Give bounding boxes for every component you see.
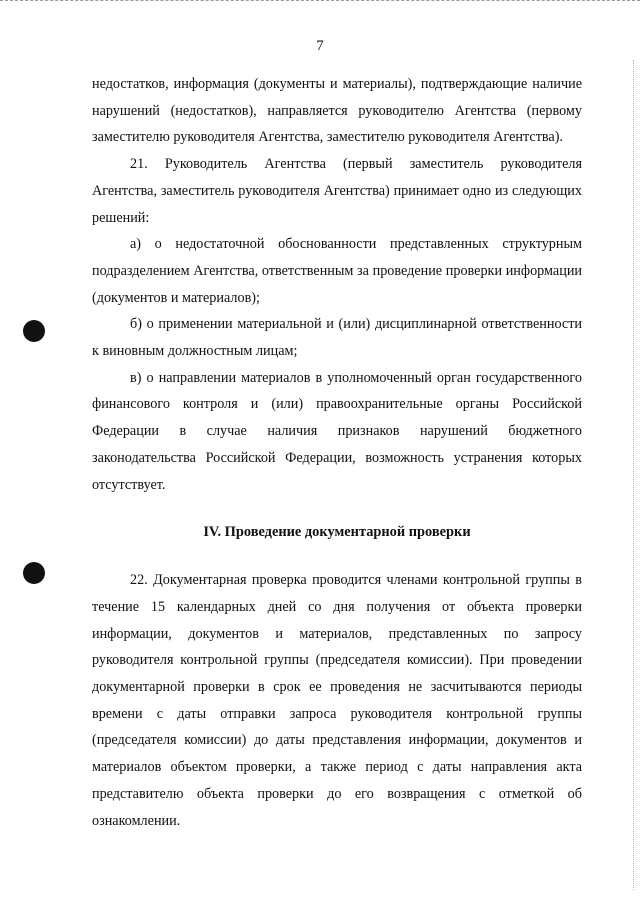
- document-body: [92, 71, 582, 834]
- paragraph-21: 21. Руководитель Агентства (первый заместитель руководителя Агентства, заместитель руководителя Агентства) принимает одно из следующих решений:: [92, 156, 582, 226]
- paragraph-21-b: б) о применении материальной и (или) дисциплинарной ответственности к виновным должностным лицам;: [92, 316, 582, 360]
- section-heading: IV. Проведение документарной проверки: [203, 524, 471, 541]
- punch-hole-lower: [23, 562, 45, 584]
- punch-hole-upper: [23, 320, 45, 342]
- paragraph-22: 22. Документарная проверка проводится членами контрольной группы в течение 15 календарных дней со дня получения от объекта проверки информации, документов и материалов, представленных по запросу руководителя контрольной группы (председателя комиссии). При проведении документарной проверки в срок ее проведения не засчитываются периоды времени с даты отправки запроса руководителя контрольной группы (председателя комиссии) до даты представления информации, документов и материалов объектом проверки, а также период с даты направления акта представителю объекта проверки до его возвращения с отметкой об ознакомлении.: [92, 572, 582, 829]
- scan-top-edge: [0, 0, 640, 1]
- paragraph-21-v: в) о направлении материалов в уполномоченный орган государственного финансового контроля и (или) правоохранительные органы Российской Федерации в случае наличия признаков нарушений бюджетного законодательства Российской Федерации, возможность устранения которых отсутствует.: [92, 369, 582, 493]
- page-number: 7: [316, 38, 324, 54]
- paragraph-21-a: а) о недостаточной обоснованности представленных структурным подразделением Агентства, ответственным за проведение проверки информации (документов и материалов);: [92, 236, 582, 306]
- scan-right-edge: [633, 60, 634, 890]
- paragraph-continued: недостатков, информация (документы и материалы), подтверждающие наличие нарушений (недостатков), направляется руководителю Агентства (первому заместителю руководителя Агентства, заместителю руководителя Агентства).: [92, 76, 582, 146]
